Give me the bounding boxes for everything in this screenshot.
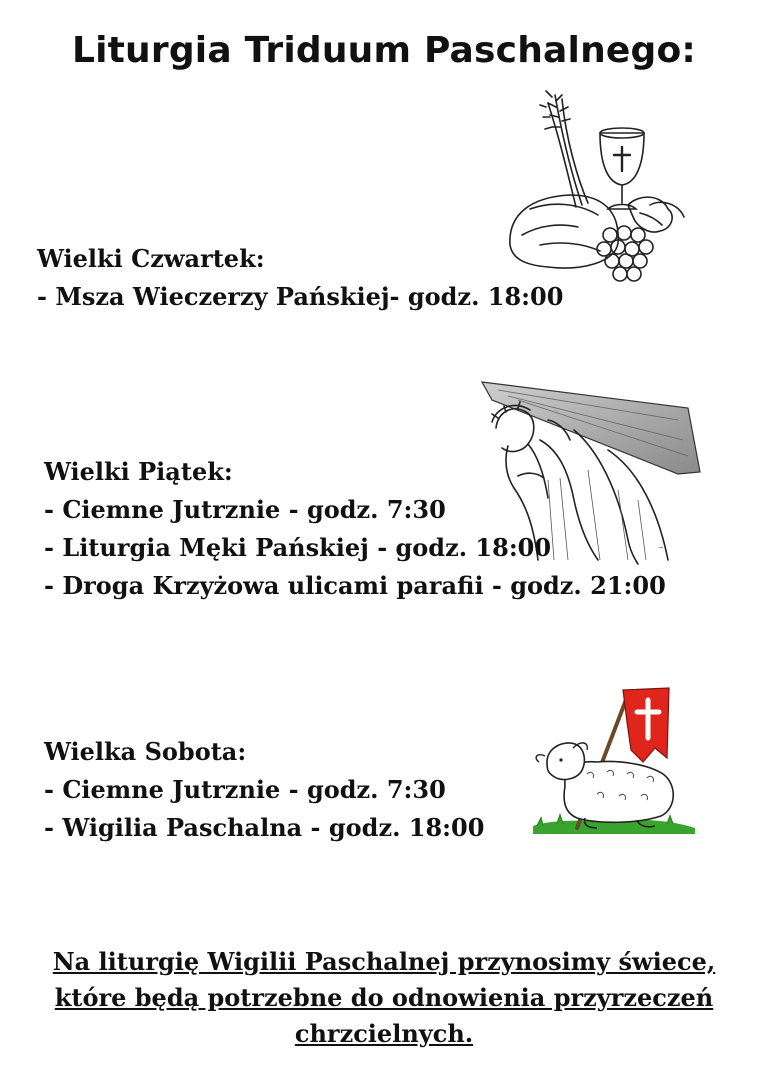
paschal-lamb-banner-illustration — [527, 678, 697, 843]
section-heading: Wielka Sobota: — [44, 737, 247, 766]
section-holy-saturday — [44, 733, 484, 847]
schedule-line: - Droga Krzyżowa ulicami parafii - godz. 21:00 — [44, 571, 666, 600]
schedule-line: - Ciemne Jutrznie - godz. 7:30 — [44, 775, 446, 804]
svg-text:~: ~ — [658, 544, 664, 552]
schedule-line: - Wigilia Paschalna - godz. 18:00 — [44, 813, 485, 842]
schedule-line: - Ciemne Jutrznie - godz. 7:30 — [44, 495, 446, 524]
candle-notice: Na liturgię Wigilii Paschalnej przynosimy świece, które będą potrzebne do odnowienia przyrzeczeń chrzcielnych. — [52, 947, 716, 1048]
schedule-line: - Msza Wieczerzy Pańskiej- godz. 18:00 — [37, 282, 564, 311]
schedule-line: - Liturgia Męki Pańskiej - godz. 18:00 — [44, 533, 552, 562]
section-maundy-thursday — [37, 240, 563, 316]
page-title: Liturgia Triduum Paschalnego: — [71, 30, 697, 71]
section-good-friday — [44, 453, 666, 605]
section-heading: Wielki Piątek: — [44, 457, 233, 486]
section-heading: Wielki Czwartek: — [37, 244, 265, 273]
